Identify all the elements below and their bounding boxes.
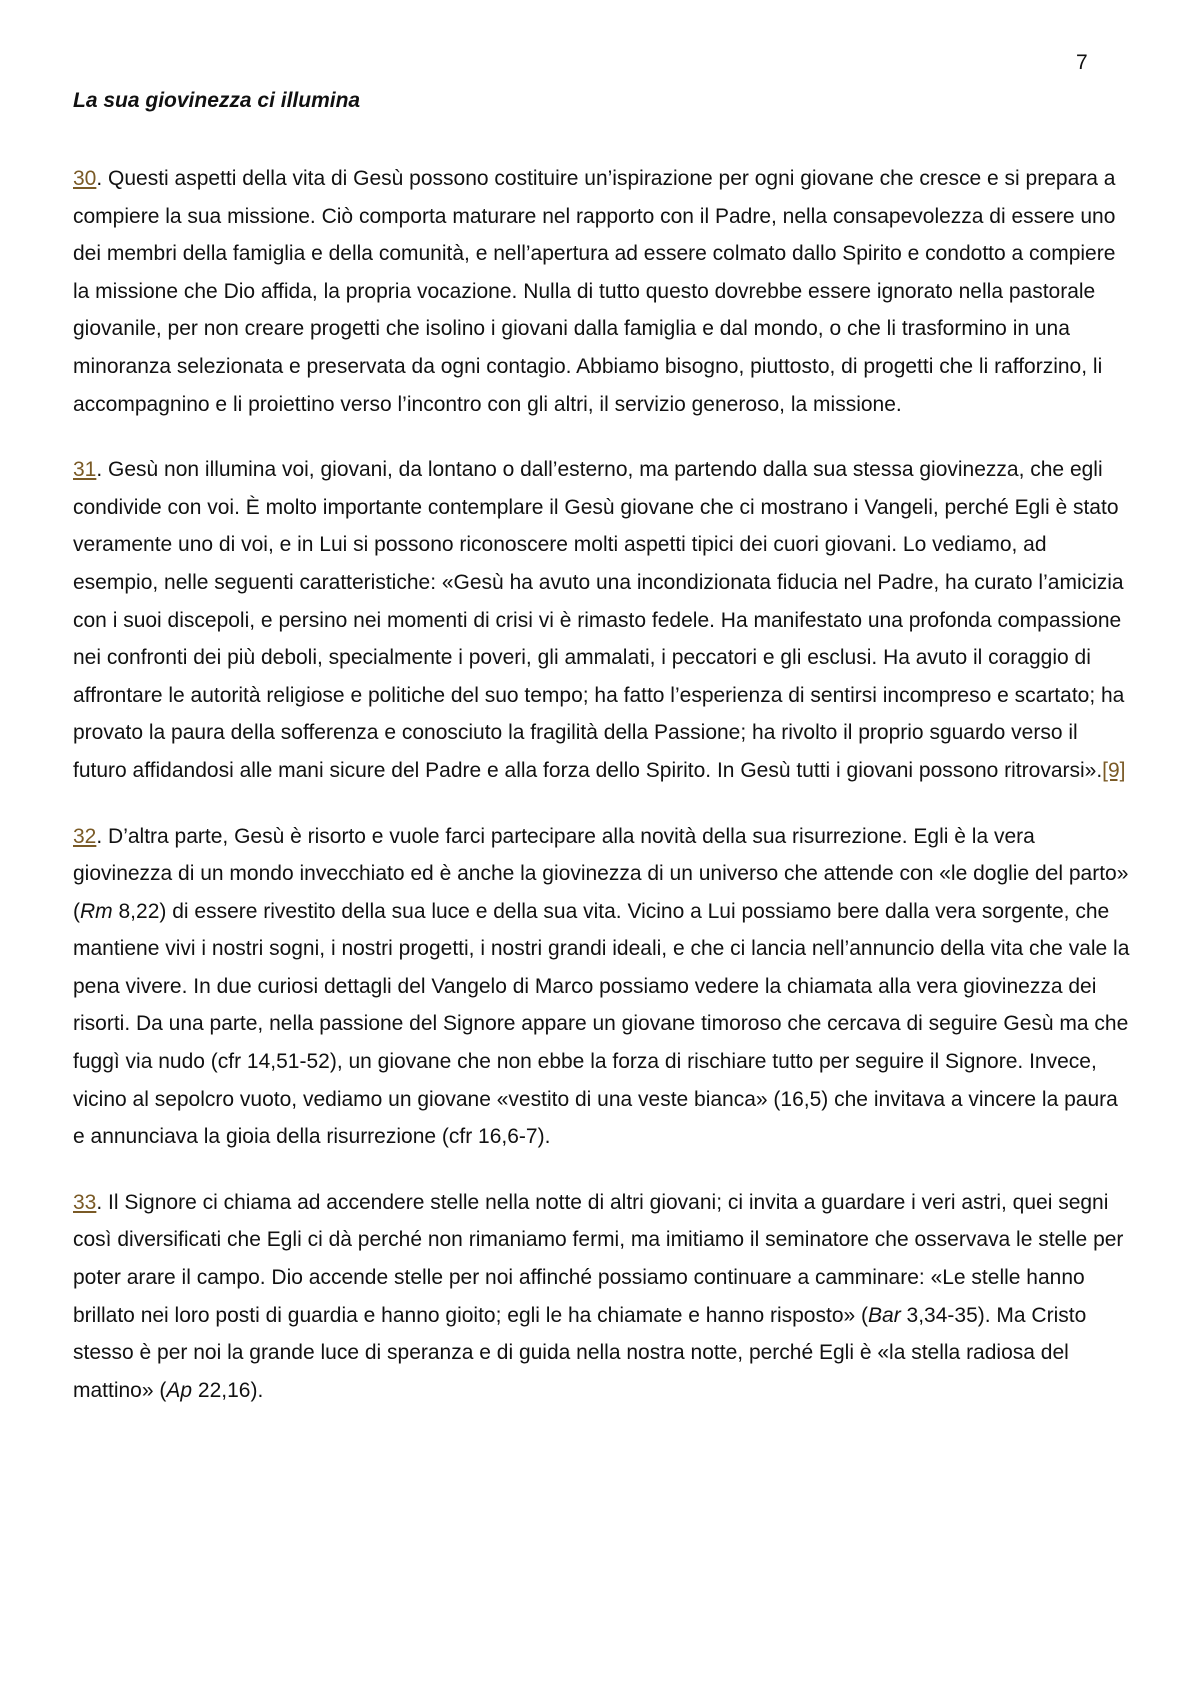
paragraph-number-link[interactable]: 30 (73, 167, 97, 190)
paragraph-text: . D’altra parte, Gesù è risorto e vuole farci partecipare alla novità della sua risurrezione. Egli è la vera giovinezza di un mondo invecchiato ed è anche la giovinezza di un universo che attende con «le doglie del parto» ( (73, 824, 1129, 923)
citation-abbrev: Ap (166, 1378, 193, 1402)
page-number: 7 (1076, 51, 1088, 74)
paragraph-number-link[interactable]: 33 (73, 1190, 97, 1214)
paragraph-33 (73, 1184, 1131, 1410)
paragraph-31 (73, 451, 1131, 789)
citation-abbrev: Bar (868, 1303, 901, 1327)
paragraph-30 (73, 160, 1131, 423)
paragraph-32 (73, 818, 1131, 1156)
paragraph-text: . Questi aspetti della vita di Gesù possono costituire un’ispirazione per ogni giovane che cresce e si prepara a compiere la sua missione. Ciò comporta maturare nel rapporto con il Padre, nella consapevolezza di essere uno dei membri della famiglia e della comunità, e nell’apertura ad essere colmato dallo Spirito e condotto a compiere la missione che Dio affida, la propria vocazione. Nulla di tutto questo dovrebbe essere ignorato nella pastorale giovanile, per non creare progetti che isolino i giovani dalla famiglia e dal mondo, o che li trasformino in una minoranza selezionata e preservata da ogni contagio. Abbiamo bisogno, piuttosto, di progetti che li rafforzino, li accompagnino e li proiettino verso l’incontro con gli altri, il servizio generoso, la missione. (73, 167, 1116, 416)
paragraph-text: 3,34-35). Ma Cristo stesso è per noi la grande luce di speranza e di guida nella nostra notte, perché Egli è «la stella radiosa del mattino» ( (73, 1303, 1087, 1402)
citation-abbrev: Rm (80, 899, 113, 923)
paragraph-number-link[interactable]: 31 (73, 458, 97, 482)
paragraph-text: 22,16). (192, 1378, 264, 1402)
paragraph-text: . Il Signore ci chiama ad accendere stelle nella notte di altri giovani; ci invita a guardare i veri astri, quei segni così diversificati che Egli ci dà perché non rimaniamo fermi, ma imitiamo il seminatore che osservava le stelle per poter arare il campo. Dio accende stelle per noi affinché possiamo continuare a camminare: «Le stelle hanno brillato nei loro posti di guardia e hanno gioito; egli le ha chiamate e hanno risposto» ( (73, 1190, 1124, 1327)
paragraph-number-link[interactable]: 32 (73, 824, 97, 848)
paragraph-text: . Gesù non illumina voi, giovani, da lontano o dall’esterno, ma partendo dalla sua stessa giovinezza, che egli condivide con voi. È molto importante contemplare il Gesù giovane che ci mostrano i Vangeli, perché Egli è stato veramente uno di voi, e in Lui si possono riconoscere molti aspetti tipici dei cuori giovani. Lo vediamo, ad esempio, nelle seguenti caratteristiche: «Gesù ha avuto una incondizionata fiducia nel Padre, ha curato l’amicizia con i suoi discepoli, e persino nei momenti di crisi vi è rimasto fedele. Ha manifestato una profonda compassione nei confronti dei più deboli, specialmente i poveri, gli ammalati, i peccatori e gli esclusi. Ha avuto il coraggio di affrontare le autorità religiose e politiche del suo tempo; ha fatto l’esperienza di sentirsi incompreso e scartato; ha provato la paura della sofferenza e conosciuto la fragilità della Passione; ha rivolto il proprio sguardo verso il futuro affidandosi alle mani sicure del Padre e alla forza dello Spirito. In Gesù tutti i giovani possono ritrovarsi». (73, 458, 1125, 782)
document-body (73, 88, 1131, 1437)
paragraph-text: 8,22) di essere rivestito della sua luce e della sua vita. Vicino a Lui possiamo bere dalla vera sorgente, che mantiene vivi i nostri sogni, i nostri progetti, i nostri grandi ideali, e che ci lancia nell’annuncio della vita che vale la pena vivere. In due curiosi dettagli del Vangelo di Marco possiamo vedere la chiamata alla vera giovinezza dei risorti. Da una parte, nella passione del Signore appare un giovane timoroso che cercava di seguire Gesù ma che fuggì via nudo (cfr 14,51-52), un giovane che non ebbe la forza di rischiare tutto per seguire il Signore. Invece, vicino al sepolcro vuoto, vediamo un giovane «vestito di una veste bianca» (16,5) che invitava a vincere la paura e annunciava la gioia della risurrezione (cfr 16,6-7). (73, 899, 1130, 1149)
footnote-link[interactable]: [9] (1102, 758, 1126, 782)
section-title: La sua giovinezza ci illumina (73, 89, 361, 112)
